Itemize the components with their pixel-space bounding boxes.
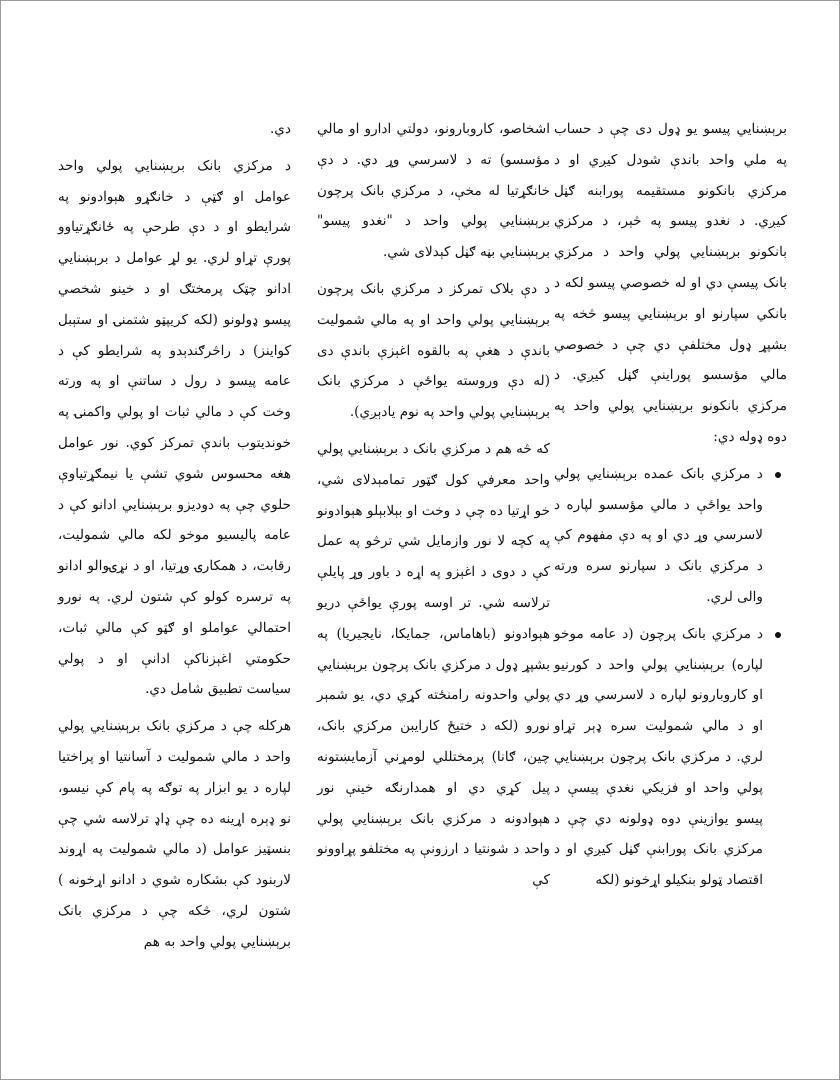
bullet-item-wholesale	[554, 459, 763, 613]
bullet-item-retail	[554, 619, 763, 896]
paragraph: که څه هم د مرکزي بانک د برېښنايي پولي واحد معرفي کول ګټور تمامېدلای شي، خو اړتيا ده چې د وخت او بېلابېلو هېوادونو په کچه لا نور وازمايل شي ترڅو په عمل کې د دوی د اغېزو په اړه د باور وړ پايلې ترلاسه شي. تر اوسه پورې يواځې دريو هېوادونو (باهاماس، جمايکا، نايجيريا) په بشپړ ډول د مرکزي بانک پرچون برېښنايي پولي واحدونه رامنځته کړي دي، يو شمېر نورو (لکه د ختيځ کارايبن مرکزي بانک، چين، ګانا) پرمختللي لومړني آزمايښتونه پيل کړي دي او همدارنګه خينې نور هېوادونه د مرکزي بانک برېښنايي پولي واحد د شونتيا د ارزونې په مختلفو پړاوونو کې	[317, 440, 550, 889]
paragraph: د مرکزي بانک برېښنايي پولي واحد عوامل او ګټې د خانګړو هېوادونو په شرايطو او د دې طرحې په ځانګړتياوو پورې تړاو لري. يو لړ عوامل د برېښنايي ادانو چټک پرمختګ او د خينو شخصي پيسو ډولونو (لکه کريپټو شتمنۍ او ستېبل کواينز) د راڅرګندېدو په شرايطو کې د عامه پيسو د رول د ساتنې او په ورته وخت کې د مالي ثبات او پولي واکمنۍ په خونديتوب باندې تمرکز کوي. نور عوامل هغه محسوس شوي تشې يا نيمګړتياوې حلوي چې په دوديزو برېښنايي ادانو کې د عامه پاليسيو موخو لکه مالي شموليت، رقابت، د همکارۍ وړتيا، او د نړۍوالو ادانو په ترسره کولو کې شتون لري. په نورو احتمالي عواملو او ګټو کې مالي ثبات، حکومتي اغېزناکې ادانې او د پولي سياست تطبيق شامل دي.	[58, 157, 291, 698]
bullet-icon	[775, 472, 781, 478]
text-column-left	[58, 114, 291, 964]
text-column-middle	[317, 114, 550, 902]
intro-paragraph: برېښنايي پيسو يو ډول دی چې د حساب په ملي واحد باندې شودل کيږي او د مرکزي بانکونو مستقيمه پورابنه ګڼل کيږي. د نغدو پيسو په څېر، د مرکزي بانکونو برېښنايي پولي واحد د مرکزي بانک پيسې دي او له خصوصي پيسو لکه د بانکي سپارنو او برېښنايي پيسو څخه په بشپړ ډول مختلفې دي چې د خصوصي مالي مؤسسو پوراينې ګڼل کيږي. د مرکزي بانکونو برېښنايي پولي واحد په دوه ډوله دي:	[554, 121, 787, 445]
text-column-right	[554, 114, 787, 902]
paragraph: دي.	[269, 121, 291, 137]
bullet-text: د مرکزي بانک عمده برېښنايي پولي واحد يواځې د مالي مؤسسو لپاره د لاسرسي وړ دي او په دې مفهوم کې د مرکزي بانک د سپارنو سره ورته والی لري.	[554, 465, 763, 605]
bullet-list	[554, 459, 787, 896]
bullet-icon	[775, 632, 781, 638]
bullet-text: د مرکزي بانک پرچون (د عامه موخو لپاره) برېښنايي پولي واحد د کورنيو او کاروبارونو لپاره د لاسرسي وړ دي او د مالي شموليت سره ډېر تړاو لري. د مرکزي بانک پرچون برېښنايي پولي واحد او فزيکي نغدې پيسې د پيسو يوازينې دوه ډولونه دي چې د مرکزي بانک پورابنې ګڼل کيږي او د اقتصاد ټولو بنکيلو اړخونو (لکه	[554, 625, 763, 889]
paragraph: هرکله چې د مرکزي بانک برېښنايي پولي واحد د مالي شموليت د آسانتيا او پراختيا لپاره د يو ابزار په توګه په پام کې نيسو، نو ډېره اړينه ده چې ډاډ ترلاسه شي چې بنسټيز عوامل (د مالي شموليت په اړوند لاربنود کې بشکاره شوي د ادانو اړخونه ) شتون لري، څکه چې د مرکزي بانک برېښنايي پولي واحد به هم	[58, 718, 291, 950]
paragraph: اشخاصو، کاروبارونو، دولتي ادارو او مالي مؤسسو) ته د لاسرسي وړ دي. د دې خانګړتيا له مخې، د مرکزي بانک پرچون برېښنايي پولي واحد د "نغدو پيسو" برېښنايي بڼه ګڼل کېدلای شي.	[317, 121, 550, 261]
paragraph: د دې بلاک تمرکز د مرکزي بانک پرچون برېښنايي پولي واحد او په مالي شموليت باندې د هغې په بالقوه اغېزې باندې دی (له دې وروسته يواځې د مرکزي بانک برېښنايي پولي واحد په نوم يادېږي).	[317, 280, 550, 421]
